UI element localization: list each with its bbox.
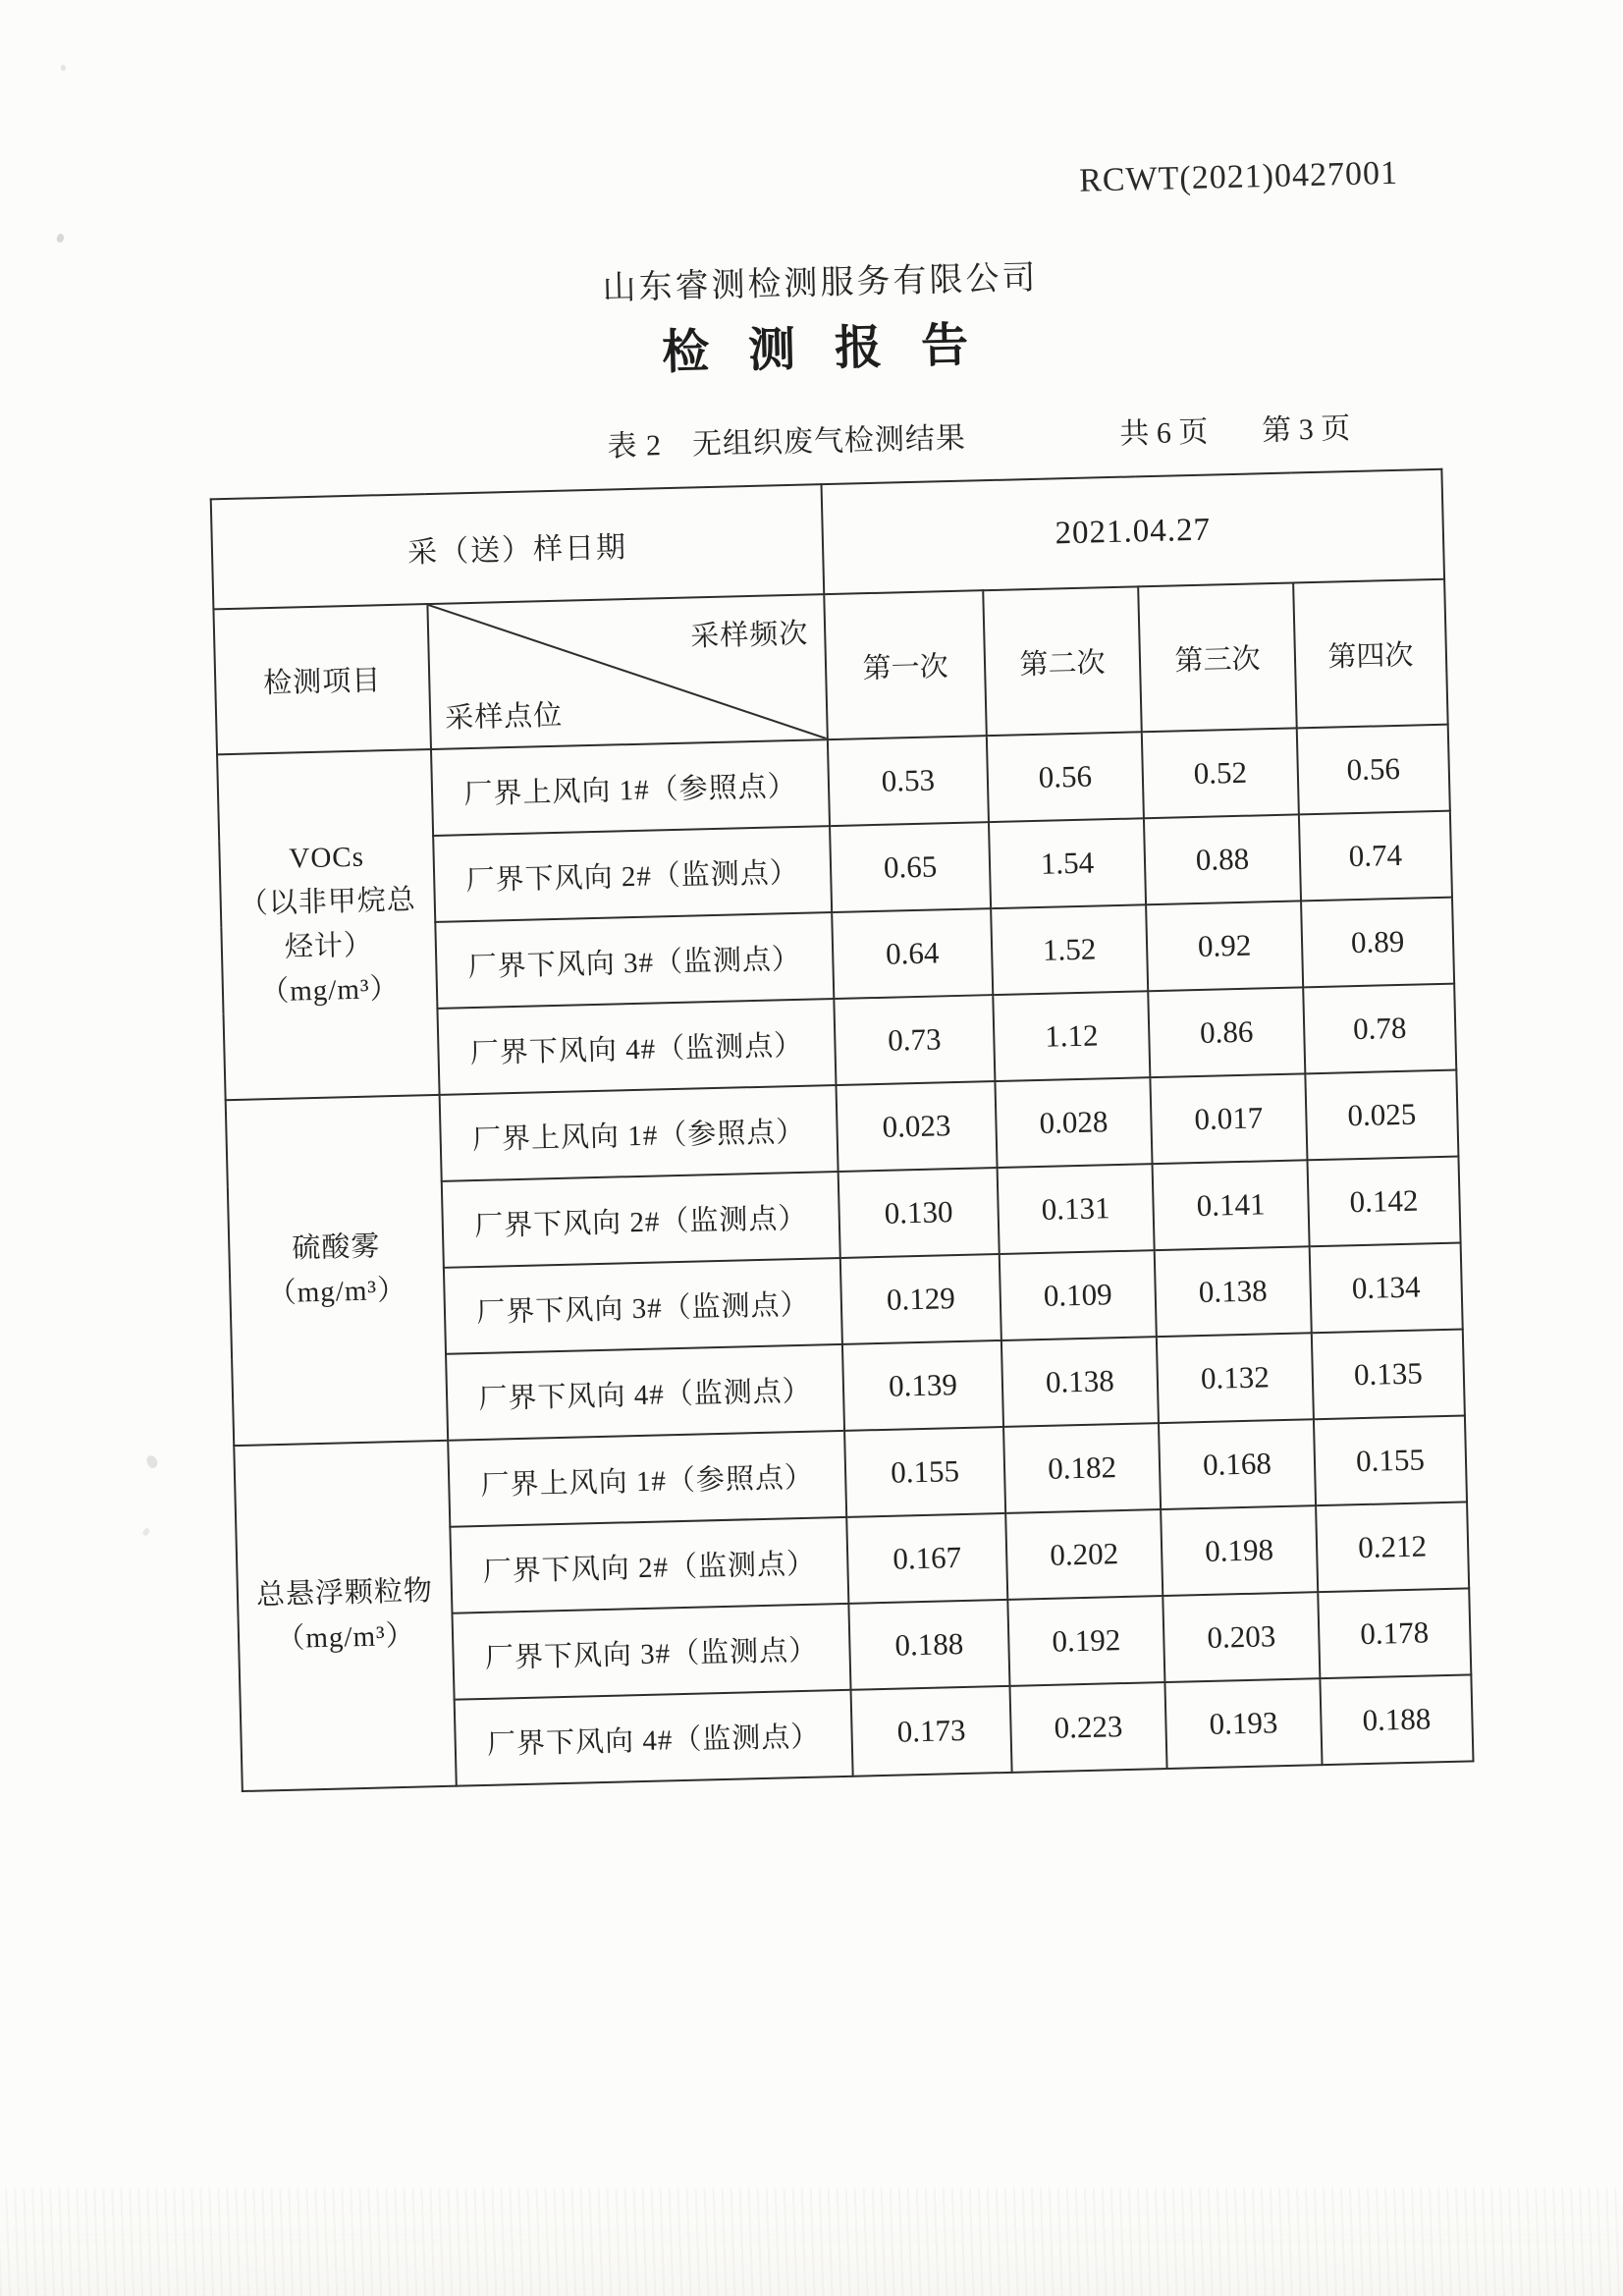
value-cell: 0.025 <box>1305 1070 1458 1161</box>
value-cell: 0.188 <box>848 1600 1009 1690</box>
value-cell: 0.155 <box>844 1427 1005 1517</box>
sheet-content <box>202 142 1474 1841</box>
group-label-line: 硫酸雾 <box>291 1230 381 1265</box>
value-cell: 0.134 <box>1310 1243 1463 1334</box>
value-cell: 0.89 <box>1301 898 1454 988</box>
group-label-line: 烃计） <box>284 929 374 963</box>
location-cell: 厂界下风向 2#（监测点） <box>433 826 832 922</box>
value-cell: 0.203 <box>1163 1592 1320 1682</box>
group-label-line: 总悬浮颗粒物 <box>255 1575 434 1612</box>
sample-date-label-cell: 采（送）样日期 <box>211 484 825 609</box>
location-header-label: 采样点位 <box>444 699 564 735</box>
value-cell: 0.138 <box>1155 1246 1312 1337</box>
report-title: 检 测 报 告 <box>661 319 983 380</box>
location-cell: 厂界下风向 2#（监测点） <box>450 1517 848 1613</box>
value-cell: 0.212 <box>1316 1502 1469 1592</box>
location-cell: 厂界下风向 3#（监测点） <box>435 912 834 1009</box>
page-info <box>1119 404 1351 453</box>
value-cell: 0.135 <box>1312 1329 1465 1419</box>
location-cell: 厂界下风向 4#（监测点） <box>437 999 836 1095</box>
group-label-sulfuric-acid-mist <box>226 1095 449 1446</box>
scan-speck <box>141 1527 151 1537</box>
location-cell: 厂界上风向 1#（参照点） <box>440 1085 839 1181</box>
value-cell: 0.64 <box>832 908 993 999</box>
value-cell: 0.178 <box>1318 1588 1471 1678</box>
value-cell: 0.173 <box>851 1686 1012 1777</box>
location-cell: 厂界下风向 4#（监测点） <box>455 1690 853 1786</box>
value-cell: 0.192 <box>1007 1596 1164 1686</box>
value-cell: 0.132 <box>1157 1333 1314 1423</box>
group-label-vocs <box>217 749 440 1100</box>
value-cell: 0.202 <box>1005 1509 1163 1600</box>
location-cell: 厂界下风向 2#（监测点） <box>442 1172 840 1268</box>
value-cell: 1.54 <box>989 818 1146 908</box>
group-label-line: （mg/m³） <box>259 972 401 1009</box>
value-cell: 0.74 <box>1299 811 1452 902</box>
value-cell: 0.198 <box>1161 1505 1318 1596</box>
scan-speck <box>145 1454 159 1469</box>
value-cell: 0.139 <box>842 1340 1003 1431</box>
location-cell: 厂界上风向 1#（参照点） <box>431 739 830 836</box>
column-header-first: 第一次 <box>824 590 987 739</box>
report-code: RCWT(2021)0427001 <box>1078 154 1399 199</box>
value-cell: 0.88 <box>1144 814 1301 904</box>
value-cell: 0.017 <box>1150 1073 1307 1164</box>
scan-noise <box>0 2188 1623 2296</box>
column-header-fourth: 第四次 <box>1293 579 1448 729</box>
value-cell: 0.109 <box>1000 1250 1157 1340</box>
caption-row <box>208 402 1440 473</box>
group-label-tsp <box>234 1441 457 1791</box>
group-label-line: （mg/m³） <box>276 1619 416 1656</box>
value-cell: 0.023 <box>836 1081 997 1172</box>
diagonal-header-cell <box>427 594 827 749</box>
value-cell: 0.65 <box>830 822 991 912</box>
location-cell: 厂界下风向 3#（监测点） <box>452 1604 850 1700</box>
page-current: 第 3 页 <box>1261 412 1351 448</box>
group-label-line: （以非甲烷总 <box>239 884 417 920</box>
location-cell: 厂界上风向 1#（参照点） <box>448 1431 846 1527</box>
frequency-header-label: 采样频次 <box>689 618 809 653</box>
column-header-second: 第二次 <box>983 586 1142 736</box>
value-cell: 0.129 <box>840 1254 1001 1344</box>
value-cell: 0.141 <box>1153 1160 1310 1250</box>
value-cell: 0.130 <box>839 1168 1000 1258</box>
value-cell: 0.92 <box>1146 901 1303 991</box>
value-cell: 0.56 <box>987 732 1144 822</box>
scan-speck <box>61 65 66 71</box>
value-cell: 0.028 <box>995 1077 1152 1168</box>
value-cell: 0.223 <box>1009 1682 1166 1773</box>
value-cell: 0.78 <box>1303 984 1456 1074</box>
value-cell: 0.182 <box>1003 1423 1161 1513</box>
table-caption: 表 2 无组织废气检测结果 <box>607 421 967 464</box>
group-label-line: （mg/m³） <box>267 1274 407 1310</box>
value-cell: 0.188 <box>1320 1674 1473 1765</box>
item-header-cell: 检测项目 <box>213 604 431 754</box>
value-cell: 0.168 <box>1159 1419 1316 1509</box>
column-header-third: 第三次 <box>1138 582 1297 732</box>
value-cell: 1.52 <box>991 904 1148 995</box>
company-name: 山东睿测检测服务有限公司 <box>602 259 1039 307</box>
pages-total: 共 6 页 <box>1118 415 1209 451</box>
value-cell: 0.142 <box>1307 1157 1460 1247</box>
sample-date-value-cell: 2021.04.27 <box>822 469 1445 594</box>
value-cell: 0.52 <box>1142 728 1299 818</box>
value-cell: 0.86 <box>1148 987 1305 1077</box>
value-cell: 0.167 <box>846 1513 1007 1604</box>
value-cell: 0.53 <box>828 736 989 826</box>
location-cell: 厂界下风向 3#（监测点） <box>444 1258 842 1354</box>
value-cell: 0.155 <box>1314 1415 1467 1505</box>
scan-speck <box>55 233 65 244</box>
value-cell: 0.138 <box>1001 1337 1159 1427</box>
value-cell: 0.56 <box>1297 725 1450 815</box>
value-cell: 0.73 <box>834 995 995 1085</box>
value-cell: 0.131 <box>998 1164 1155 1254</box>
value-cell: 1.12 <box>993 991 1150 1081</box>
location-cell: 厂界下风向 4#（监测点） <box>446 1344 844 1441</box>
group-label-line: VOCs <box>289 841 365 875</box>
value-cell: 0.193 <box>1164 1678 1322 1769</box>
results-table <box>210 468 1475 1792</box>
